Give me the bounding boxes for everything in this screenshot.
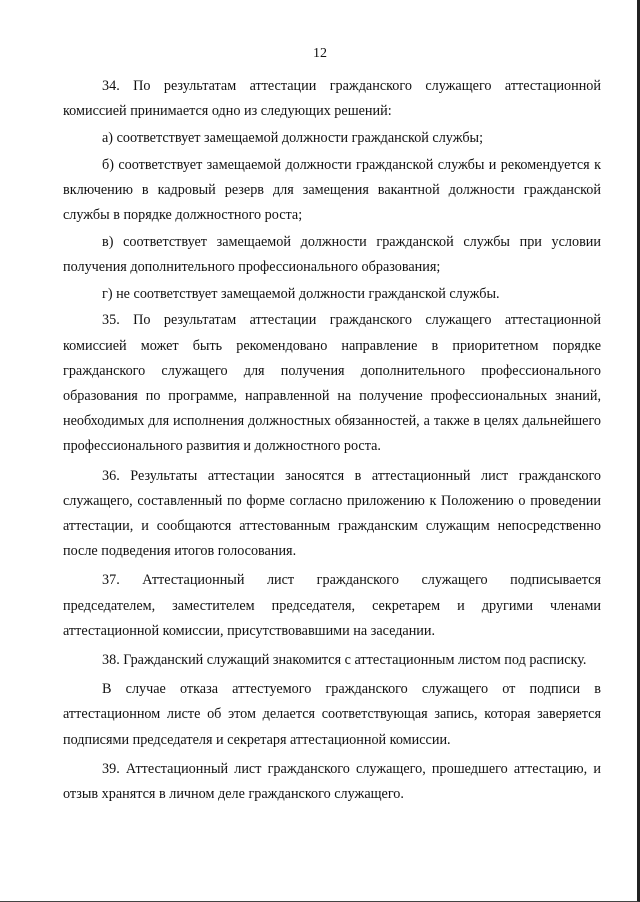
paragraph-34-option-d: г) не соответствует замещаемой должности гражданской службы. [102, 285, 500, 302]
paragraph-39: 39. Аттестационный лист гражданского служащего, прошедшего аттестацию, и отзыв хранятся в личном деле гражданского служащего. [63, 760, 601, 802]
paragraph-36: 36. Результаты аттестации заносятся в аттестационный лист гражданского служащего, составленный по форме согласно приложению к Положению о проведении аттестации, и сообщаются аттестованным гражданским служащим непосредственно после подведения итогов голосования. [63, 467, 601, 560]
paragraph-38-refusal: В случае отказа аттестуемого гражданского служащего от подписи в аттестационном листе об этом делается соответствующая запись, которая заверяется подписями председателя и секретаря аттестационной комиссии. [63, 681, 601, 748]
paragraph-35: 35. По результатам аттестации гражданского служащего аттестационной комиссией может быть рекомендовано направление в приоритетном порядке гражданского служащего для получения дополнительного профессионального образования по программе, направленной на получение профессиональных знаний, необходимых для исполнения должностных обязанностей, а также в целях дальнейшего профессионального развития и должностного роста. [63, 312, 601, 455]
paragraph-34-option-a: а) соответствует замещаемой должности гражданской службы; [102, 129, 484, 146]
document-body [63, 74, 601, 807]
page-number: 12 [313, 46, 327, 61]
paragraph-37: 37. Аттестационный лист гражданского служащего подписывается председателем, заместителем председателя, секретарем и другими членами аттестационной комиссии, присутствовавшими на заседании. [63, 572, 601, 639]
paragraph-34: 34. По результатам аттестации гражданского служащего аттестационной комиссией принимается одно из следующих решений: [63, 78, 601, 120]
paragraph-34-option-c: в) соответствует замещаемой должности гражданской службы при условии получения дополнительного профессионального образования; [63, 233, 601, 275]
paragraph-34-option-b: б) соответствует замещаемой должности гражданской службы и рекомендуется к включению в кадровый резерв для замещения вакантной должности гражданской службы в порядке должностного роста; [63, 156, 601, 224]
paragraph-38: 38. Гражданский служащий знакомится с аттестационным листом под расписку. [102, 651, 587, 668]
